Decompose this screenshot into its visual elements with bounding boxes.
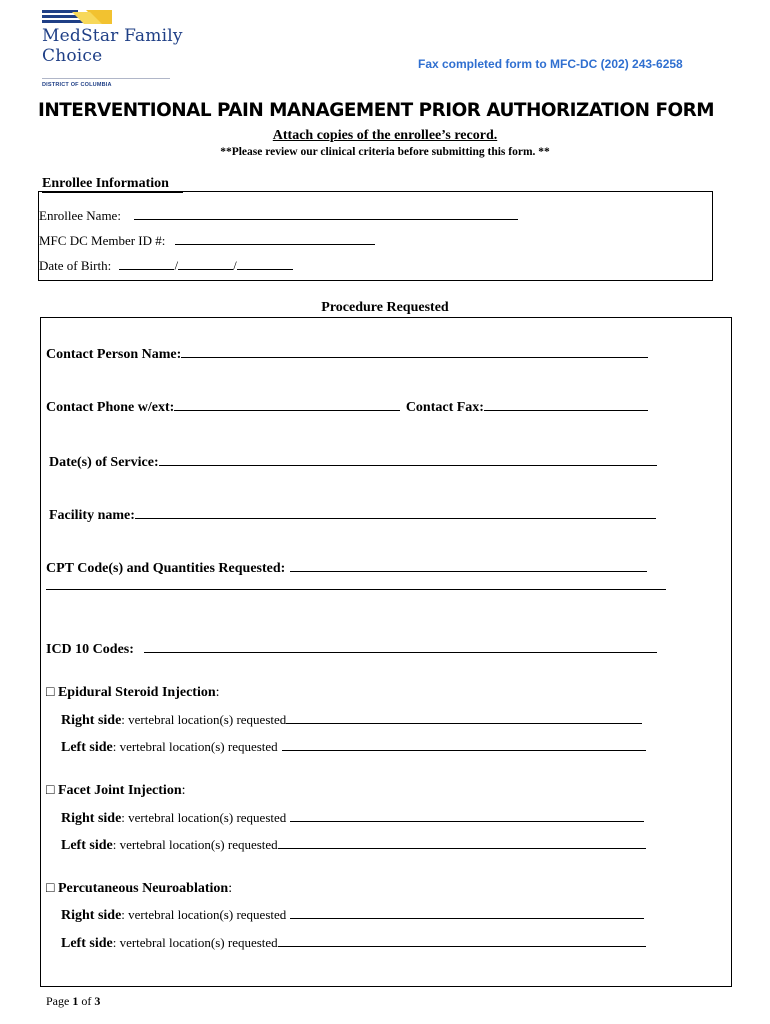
icd-label: ICD 10 Codes: (46, 642, 134, 657)
facet-label: Facet Joint Injection (57, 783, 182, 798)
facility-field[interactable] (135, 507, 656, 519)
facet-left-field[interactable] (278, 837, 646, 849)
enrollee-name-label: Enrollee Name: (39, 208, 121, 223)
attach-note: Attach copies of the enrollee’s record. (272, 128, 498, 143)
vertebral-text: : vertebral location(s) requested (112, 739, 278, 754)
icd-row (46, 641, 657, 658)
logo-subtitle: DISTRICT OF COLUMBIA (42, 82, 112, 88)
vertebral-text: : vertebral location(s) requested (112, 935, 278, 950)
page-of: of (78, 994, 95, 1008)
logo-divider (42, 78, 170, 79)
review-note: **Please review our clinical criteria before submitting this form. ** (220, 146, 550, 158)
dob-separator: / (174, 258, 179, 273)
logo-text-line1: MedStar Family (42, 26, 183, 46)
dates-of-service-label: Date(s) of Service: (49, 455, 159, 470)
dob-label: Date of Birth: (39, 258, 112, 273)
right-side-label: Right side (61, 908, 122, 923)
left-side-label: Left side (61, 740, 113, 755)
neuroablation-left-field[interactable] (278, 935, 646, 947)
cpt-row (46, 560, 647, 577)
contact-phone-label: Contact Phone w/ext: (46, 400, 175, 415)
contact-person-field[interactable] (181, 346, 648, 358)
checkbox-icon[interactable]: □ (46, 881, 55, 896)
epidural-label: Epidural Steroid Injection (57, 685, 216, 700)
contact-phone-row (46, 399, 648, 416)
right-side-label: Right side (61, 713, 122, 728)
epidural-right-field[interactable] (286, 712, 642, 724)
page-total: 3 (94, 994, 101, 1008)
form-title: INTERVENTIONAL PAIN MANAGEMENT PRIOR AUTHORIZATION FORM (38, 100, 715, 121)
vertebral-text: : vertebral location(s) requested (121, 907, 287, 922)
neuroablation-option (46, 881, 232, 897)
vertebral-text: : vertebral location(s) requested (121, 810, 287, 825)
member-id-label: MFC DC Member ID #: (39, 233, 166, 248)
label-colon: : (228, 881, 233, 896)
checkbox-icon[interactable]: □ (46, 783, 55, 798)
enrollee-section-heading: Enrollee Information (42, 176, 183, 193)
facet-right-row (61, 810, 644, 827)
vertebral-text: : vertebral location(s) requested (112, 837, 278, 852)
logo-text-line2: Choice (42, 46, 103, 66)
contact-person-row (46, 346, 648, 363)
page-current: 1 (72, 994, 79, 1008)
neuroablation-left-row (61, 935, 646, 952)
neuroablation-right-row (61, 907, 644, 924)
member-id-field[interactable] (175, 234, 375, 245)
checkbox-icon[interactable]: □ (46, 685, 55, 700)
enrollee-info-box (38, 191, 713, 281)
cpt-continuation-field[interactable] (46, 589, 666, 590)
medstar-logo (40, 8, 183, 88)
member-id-row (39, 233, 375, 249)
page-number (46, 994, 100, 1009)
dob-month-field[interactable] (119, 259, 174, 270)
page-prefix: Page (46, 994, 73, 1008)
left-side-label: Left side (61, 936, 113, 951)
epidural-left-row (61, 739, 646, 756)
neuroablation-label: Percutaneous Neuroablation (57, 881, 229, 896)
label-colon: : (215, 685, 220, 700)
contact-fax-label: Contact Fax: (405, 400, 484, 415)
epidural-option (46, 685, 220, 701)
vertebral-text: : vertebral location(s) requested (121, 712, 287, 727)
icd-field[interactable] (144, 641, 657, 653)
enrollee-name-field[interactable] (134, 209, 518, 220)
dob-year-field[interactable] (237, 259, 293, 270)
contact-fax-field[interactable] (484, 399, 648, 411)
contact-phone-field[interactable] (174, 399, 400, 411)
epidural-left-field[interactable] (282, 739, 646, 751)
left-side-label: Left side (61, 838, 113, 853)
fax-instruction: Fax completed form to MFC-DC (202) 243-6258 (418, 57, 683, 71)
dob-day-field[interactable] (178, 259, 233, 270)
facet-right-field[interactable] (290, 810, 644, 822)
enrollee-name-row (39, 208, 518, 224)
cpt-field[interactable] (290, 560, 647, 572)
cpt-label: CPT Code(s) and Quantities Requested: (46, 561, 286, 576)
dob-row (39, 258, 293, 274)
right-side-label: Right side (61, 811, 122, 826)
label-colon: : (181, 783, 186, 798)
dob-separator: / (233, 258, 237, 273)
neuroablation-right-field[interactable] (290, 907, 644, 919)
facet-option (46, 783, 186, 799)
dates-of-service-field[interactable] (159, 454, 657, 466)
dates-of-service-row (49, 454, 657, 471)
facility-label: Facility name: (49, 508, 135, 523)
procedure-section-heading: Procedure Requested (321, 300, 449, 315)
contact-person-label: Contact Person Name: (46, 347, 182, 362)
epidural-right-row (61, 712, 642, 729)
facility-row (49, 507, 656, 524)
facet-left-row (61, 837, 646, 854)
